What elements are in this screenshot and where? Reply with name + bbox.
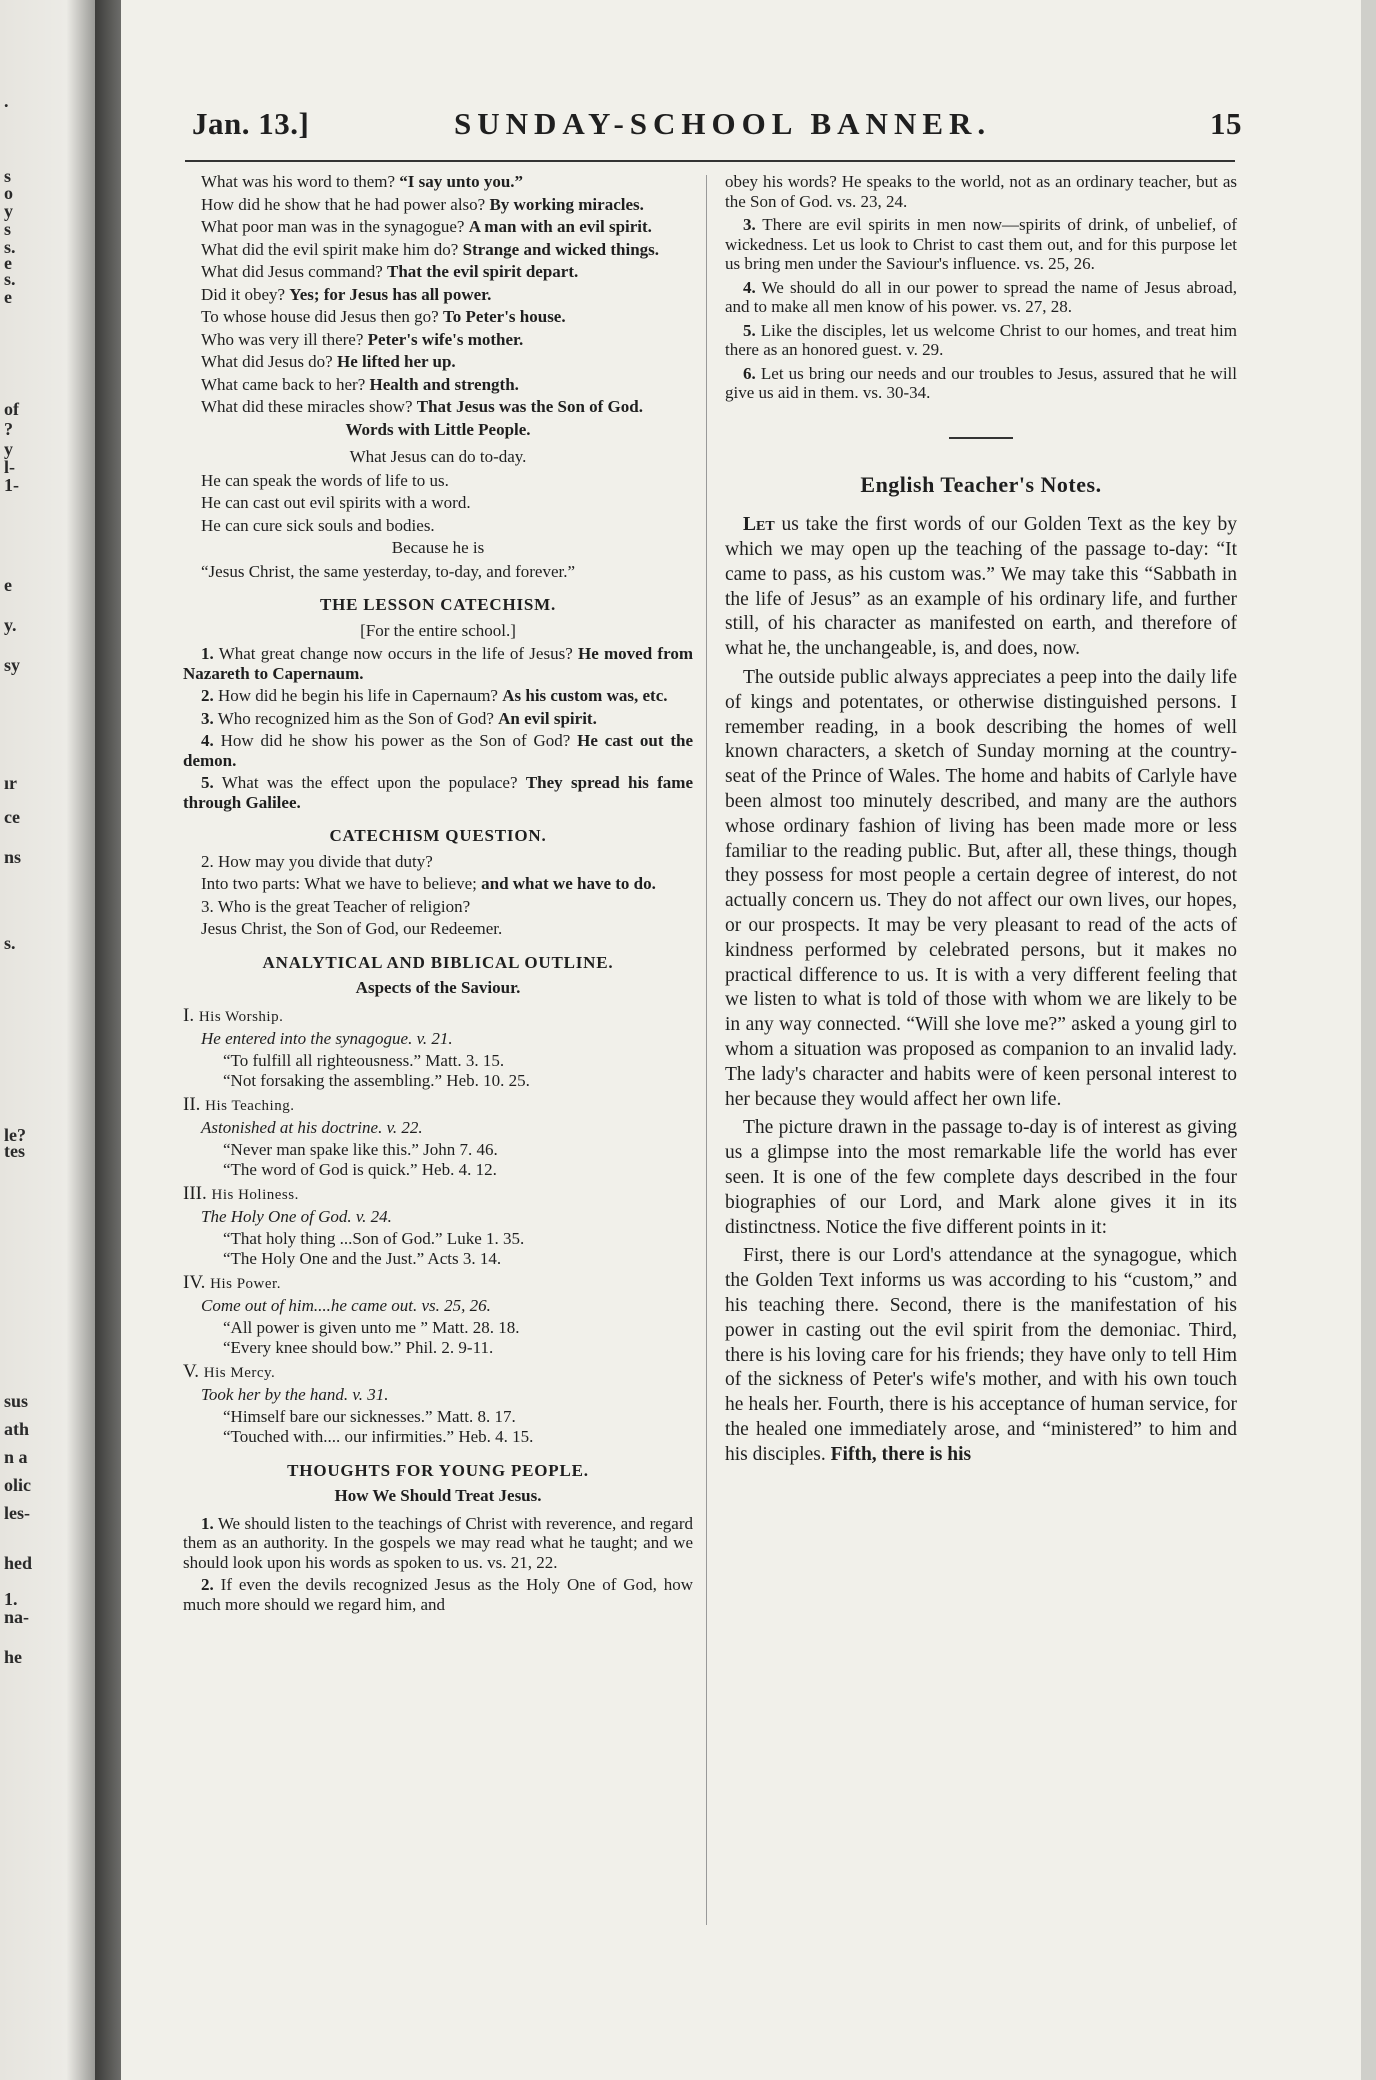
outline-reference: “The word of God is quick.” Heb. 4. 12. (223, 1160, 497, 1179)
thought-item (183, 1514, 693, 1573)
qa-question: What did these miracles show? (201, 397, 413, 416)
header-rule (185, 160, 1235, 162)
adjacent-page-edge (0, 0, 95, 2080)
outline-subpoint: The Holy One of God. v. 24. (201, 1207, 392, 1226)
qa-question: How did he show that he had power also? (201, 194, 486, 214)
outline-item (183, 1095, 693, 1117)
outline-numeral: IV. (183, 1271, 206, 1293)
catechism-block (183, 644, 693, 812)
paragraph-1-text: us take the first words of our Golden Text as the key by which we may open up the teaching of the passage to-day: “It came to pass, as his custom was.” We may take this “Sabbath in the life of Jesus” as an example of his ordinary life, and further still, of his character as manifested on earth, and therefore of what he, the unchangeable, is, and does, now. (725, 514, 1237, 660)
numbered-text: Like the disciples, let us welcome Christ to our homes, and treat him there as an honored guest. v. 29. (725, 320, 1238, 359)
numbered-item (725, 364, 1237, 403)
outline-numeral: V. (183, 1360, 200, 1382)
edge-fragment: n a (4, 1447, 28, 1467)
words-line: What Jesus can do to-day. (349, 447, 527, 466)
qa-line (183, 352, 693, 372)
outline-block (183, 1006, 693, 1447)
edge-fragment: of (4, 399, 19, 419)
question-heading: CATECHISM QUESTION. (329, 826, 547, 845)
catechism-answer: They spread his fame through Galilee. (183, 773, 693, 812)
edge-fragment: na- (4, 1607, 30, 1627)
outline-reference: “All power is given unto me ” Matt. 28. 18. (223, 1317, 520, 1337)
catechism-question: How did he show his power as the Son of God? (220, 731, 571, 750)
section-rule (949, 437, 1013, 439)
continued-paragraph: obey his words? He speaks to the world, not as an ordinary teacher, but as the Son of God. vs. 23, 24. (725, 172, 1237, 211)
numbered-block (725, 215, 1237, 403)
edge-fragment: s (4, 219, 12, 239)
qa-answer: By working miracles. (489, 194, 644, 214)
catechism-subheading: [For the entire school.] (360, 620, 516, 640)
numbered-number: 5. (743, 320, 756, 340)
qa-line (183, 307, 693, 327)
edge-fragment: s. (4, 933, 16, 953)
right-column (725, 172, 1237, 1472)
outline-subheading: Aspects of the Saviour. (355, 978, 521, 997)
outline-item (183, 1362, 693, 1384)
edge-fragment: e (4, 575, 12, 595)
edge-fragment: y (4, 201, 13, 221)
edge-fragment: e (4, 253, 12, 273)
question-line (183, 874, 693, 894)
outline-reference: “Never man spake like this.” John 7. 46. (223, 1139, 498, 1159)
edge-fragment: hed (4, 1553, 33, 1573)
edge-fragment: . (4, 91, 9, 111)
qa-question: What did Jesus command? (201, 262, 383, 281)
edge-fragment: ce (4, 807, 20, 827)
qa-answer: That the evil spirit depart. (387, 262, 579, 281)
paragraph-4-text: First, there is our Lord's attendance at the synagogue, which the Golden Text informs us was according to his “custom,” and his teaching there. Second, there is the manifestation of his power in casting out the evil spirit from the demoniac. Third, there is his loving care for his friends; they have only to tell Him of the sickness of Peter's wife's mother, and with his own touch he heals her. Fourth, there is his acceptance of human service, for the healed one immediately arose, and “ministered” to him and his disciples. (725, 1245, 1237, 1465)
edge-fragment: sus (4, 1391, 29, 1411)
edge-fragment: les- (4, 1503, 30, 1523)
outline-title: His Worship. (198, 1008, 284, 1025)
outline-reference: “The Holy One and the Just.” Acts 3. 14. (223, 1249, 502, 1268)
words-line: Because he is (391, 538, 485, 557)
edge-fragment: tes (4, 1141, 25, 1161)
column-divider (706, 175, 707, 1925)
notes-paragraph-4 (725, 1244, 1237, 1467)
catechism-item (183, 773, 693, 812)
numbered-number: 3. (743, 215, 756, 234)
outline-reference: “That holy thing ...Son of God.” Luke 1. 35. (223, 1228, 525, 1248)
thoughts-heading: THOUGHTS FOR YOUNG PEOPLE. (287, 1460, 589, 1480)
numbered-item (725, 321, 1237, 360)
catechism-answer: As his custom was, etc. (502, 686, 668, 705)
qa-line (183, 397, 693, 417)
outline-subpoint: Come out of him....he came out. vs. 25, 26. (201, 1296, 491, 1315)
edge-fragment: ır (4, 773, 17, 793)
qa-line (183, 172, 693, 192)
edge-fragment: ath (4, 1419, 30, 1439)
edge-fragment: o (4, 183, 13, 203)
question-text: Jesus Christ, the Son of God, our Redeemer. (201, 919, 503, 938)
words-heading: Words with Little People. (345, 419, 531, 439)
qa-block (183, 172, 693, 417)
catechism-number: 3. (201, 708, 214, 728)
question-text: 3. Who is the great Teacher of religion? (201, 896, 471, 916)
thoughts-block (183, 1514, 693, 1615)
numbered-text: We should do all in our power to spread the name of Jesus abroad, and to make all men know of his power. vs. 27, 28. (725, 277, 1237, 316)
edge-fragment: l- (4, 457, 15, 477)
catechism-question: What great change now occurs in the life of Jesus? (218, 644, 573, 663)
qa-answer: To Peter's house. (442, 307, 566, 326)
outline-reference: “Not forsaking the assembling.” Heb. 10. 25. (223, 1071, 530, 1090)
qa-question: What was his word to them? (201, 172, 396, 191)
header-title: SUNDAY-SCHOOL BANNER. (454, 106, 992, 141)
outline-numeral: III. (183, 1182, 207, 1204)
question-text: Into two parts: What we have to believe; (201, 874, 477, 893)
catechism-number: 1. (201, 644, 214, 663)
question-answer: and what we have to do. (481, 874, 656, 893)
binding-gutter (95, 0, 121, 2080)
edge-fragment: ns (4, 847, 22, 867)
numbered-text: Let us bring our needs and our troubles to Jesus, assured that he will give us aid in them. vs. 30-34. (725, 363, 1238, 402)
outline-reference: “Touched with.... our infirmities.” Heb. 4. 15. (223, 1427, 534, 1446)
catechism-item (183, 686, 693, 706)
outline-subpoint: Astonished at his doctrine. v. 22. (201, 1118, 423, 1137)
outline-title: His Mercy. (203, 1364, 276, 1381)
qa-answer: Health and strength. (369, 374, 519, 394)
numbered-text: There are evil spirits in men now—spirits of drink, of unbelief, of wickedness. Let us look to Christ to cast them out, and for this purpose let us bring men under the Saviour's influence. vs. 25, 26. (725, 215, 1237, 273)
question-block (183, 852, 693, 939)
edge-fragment: he (4, 1647, 22, 1667)
qa-answer: Strange and wicked things. (462, 239, 660, 259)
qa-question: What came back to her? (201, 374, 366, 394)
qa-question: What poor man was in the synagogue? (201, 217, 465, 236)
qa-line (183, 285, 693, 305)
edge-fragment: s (4, 166, 12, 186)
scan-margin (1361, 0, 1376, 2080)
qa-answer: Peter's wife's mother. (367, 329, 524, 349)
catechism-item (183, 731, 693, 770)
qa-answer: Yes; for Jesus has all power. (289, 284, 492, 304)
outline-subpoint: He entered into the synagogue. v. 21. (201, 1029, 453, 1048)
catechism-question: How did he begin his life in Capernaum? (218, 686, 498, 705)
catechism-heading: THE LESSON CATECHISM. (319, 595, 557, 614)
outline-item (183, 1184, 693, 1206)
edge-fragment: 1- (4, 475, 19, 495)
qa-line (183, 240, 693, 260)
qa-line (183, 195, 693, 215)
lead-word: Let (743, 514, 775, 536)
qa-answer: That Jesus was the Son of God. (416, 397, 643, 416)
catechism-item (183, 709, 693, 729)
outline-subpoint: Took her by the hand. v. 31. (201, 1385, 389, 1404)
outline-reference: “Every knee should bow.” Phil. 2. 9-11. (223, 1338, 494, 1357)
numbered-number: 6. (743, 363, 756, 383)
edge-fragment: y (4, 439, 13, 459)
numbered-item (725, 278, 1237, 317)
question-text: 2. How may you divide that duty? (201, 851, 433, 871)
qa-question: What did the evil spirit make him do? (201, 239, 459, 259)
outline-numeral: I. (183, 1004, 195, 1026)
left-column (183, 172, 693, 1617)
question-line (183, 897, 693, 917)
outline-heading: ANALYTICAL AND BIBLICAL OUTLINE. (262, 952, 614, 972)
qa-question: Did it obey? (201, 284, 286, 304)
catechism-number: 2. (201, 686, 214, 705)
qa-line (183, 262, 693, 282)
catechism-number: 4. (201, 731, 214, 750)
words-line: He can speak the words of life to us. (201, 470, 449, 490)
edge-fragment: olic (4, 1475, 31, 1495)
header-date: Jan. 13.] (192, 106, 310, 141)
edge-fragment: s. (4, 237, 16, 257)
thought-number: 2. (201, 1575, 214, 1594)
qa-line (183, 330, 693, 350)
qa-line (183, 217, 693, 237)
paragraph-4-end: Fifth, there is his (830, 1443, 972, 1465)
edge-fragment: 1. (4, 1589, 18, 1609)
qa-answer: He lifted her up. (336, 352, 456, 371)
edge-fragment: s. (4, 269, 16, 289)
qa-question: To whose house did Jesus then go? (201, 307, 439, 326)
words-block (183, 447, 693, 581)
words-line: He can cast out evil spirits with a word. (201, 493, 471, 512)
words-line: He can cure sick souls and bodies. (201, 515, 435, 535)
catechism-item (183, 644, 693, 683)
notes-paragraph-2: The outside public always appreciates a peep into the daily life of kings and potentates, or otherwise distinguished persons. I remember reading, in a book describing the homes of well known characters, a sketch of Sunday morning at the country-seat of the Prince of Wales. The home and habits of Carlyle have been almost too minutely described, and many are the authors whose ordinary fashion of living has been made more or less familiar to the reading public. But, after all, these things, though they possess for most people a certain degree of interest, do not actually concern us. They do not affect our own lives, our hopes, or our prospects. It may be very pleasant to read of the acts of kindness performed by celebrated persons, but it makes no practical difference to us. It is with a very different feeling that we listen to what is told of those with whom we are likely to be in any way connected. “Will she love me?” asked a young girl to whom a situation was proposed as companion to an invalid lady. The lady's character and habits were of keen personal interest to her because they would affect her own life. (725, 667, 1237, 1110)
notes-heading: English Teacher's Notes. (860, 471, 1102, 497)
page-number: 15 (1210, 106, 1242, 141)
words-line: “Jesus Christ, the same yesterday, to-day, and forever.” (201, 561, 576, 581)
thought-text: If even the devils recognized Jesus as the Holy One of God, how much more should we regard him, and (183, 1575, 693, 1614)
thought-number: 1. (201, 1513, 214, 1533)
outline-item (183, 1273, 693, 1295)
outline-title: His Power. (210, 1275, 281, 1292)
thought-item (183, 1575, 693, 1614)
outline-item (183, 1006, 693, 1028)
qa-answer: A man with an evil spirit. (468, 217, 652, 236)
catechism-question: Who recognized him as the Son of God? (217, 708, 494, 728)
outline-reference: “To fulfill all righteousness.” Matt. 3. 15. (223, 1050, 505, 1070)
outline-reference: “Himself bare our sicknesses.” Matt. 8. 17. (223, 1406, 516, 1426)
page-header (192, 106, 1242, 154)
outline-title: His Teaching. (205, 1097, 295, 1114)
catechism-answer: An evil spirit. (498, 708, 597, 728)
catechism-answer: He cast out the demon. (183, 731, 694, 770)
notes-paragraph-1 (725, 513, 1237, 662)
edge-fragment: le? (4, 1125, 26, 1145)
edge-fragment: sy (4, 655, 21, 675)
catechism-answer: He moved from Nazareth to Capernaum. (183, 644, 693, 683)
question-line (183, 852, 693, 872)
catechism-question: What was the effect upon the populace? (221, 773, 518, 792)
question-line (183, 919, 693, 939)
notes-paragraph-3: The picture drawn in the passage to-day is of interest as giving us a glimpse into the most remarkable life the world has ever seen. It is one of the few complete days described in the four biographies of our Lord, and Mark alone gives it in its distinctness. Notice the five different points in it: (725, 1117, 1237, 1238)
qa-question: Who was very ill there? (201, 329, 364, 349)
qa-answer: “I say unto you.” (399, 172, 524, 191)
catechism-number: 5. (201, 773, 214, 792)
thought-text: We should listen to the teachings of Christ with reverence, and regard them as an authority. In the gospels we may read what he taught; and we should look upon his words as spoken to us. vs. 21, 22. (183, 1513, 693, 1572)
edge-fragment: e (4, 287, 12, 307)
edge-fragment: ? (4, 419, 13, 439)
numbered-number: 4. (743, 277, 756, 297)
qa-question: What did Jesus do? (201, 352, 333, 371)
thoughts-subheading: How We Should Treat Jesus. (334, 1486, 542, 1505)
edge-fragment: y. (4, 615, 17, 635)
outline-title: His Holiness. (211, 1186, 299, 1203)
outline-numeral: II. (183, 1093, 201, 1115)
qa-line (183, 375, 693, 395)
numbered-item (725, 215, 1237, 274)
